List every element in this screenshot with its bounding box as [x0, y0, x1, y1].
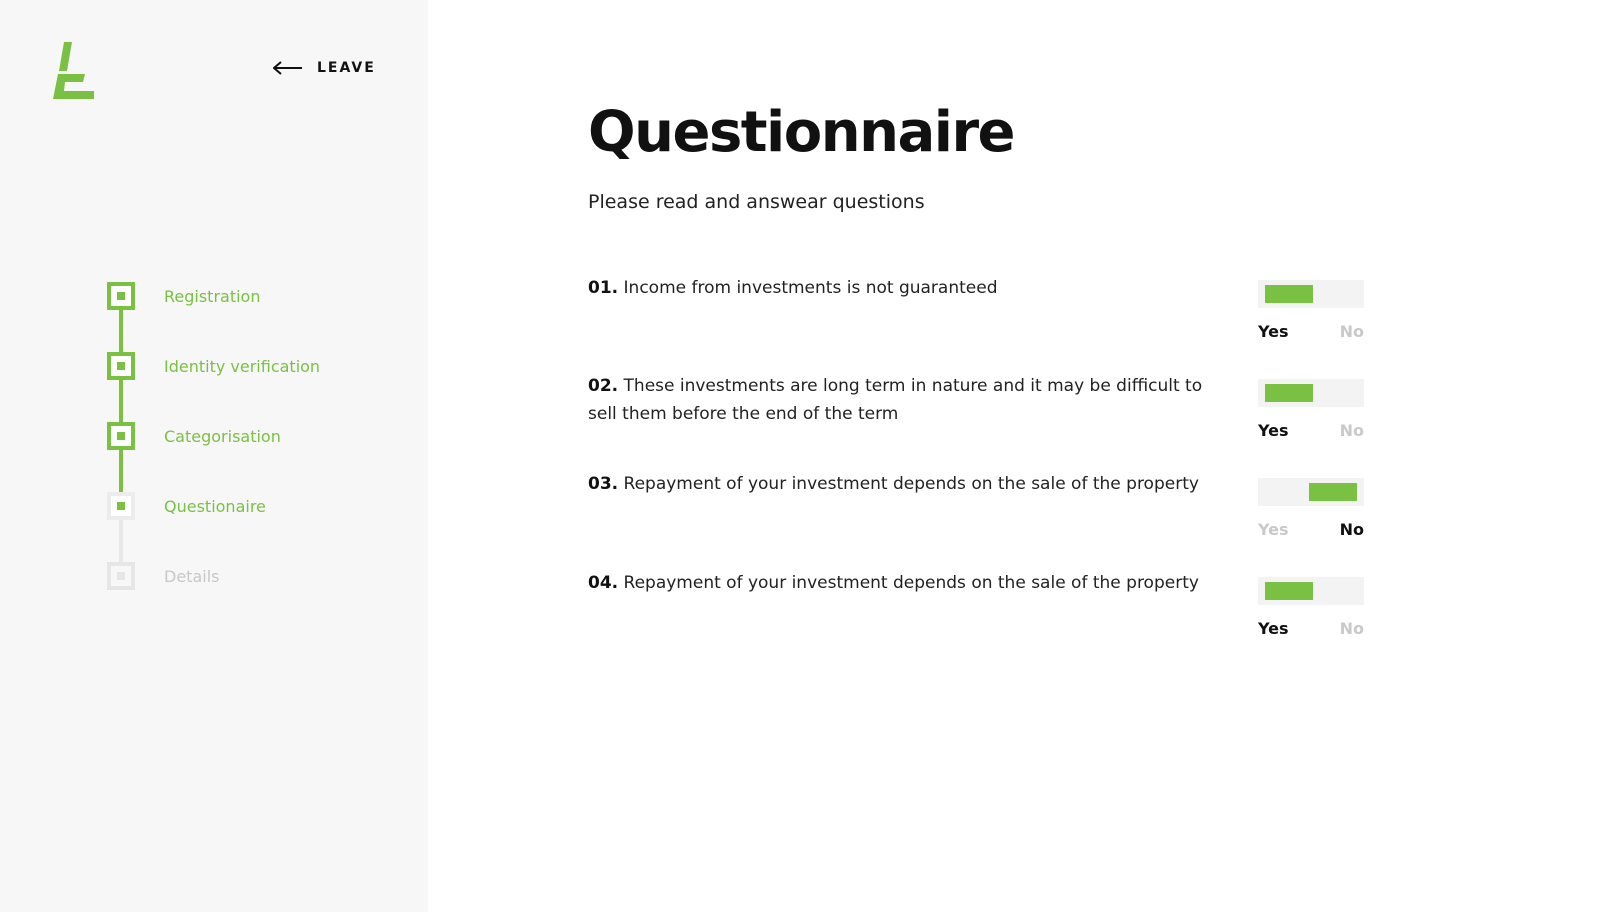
step-label: Questionaire — [164, 497, 266, 516]
question-number: 04. — [588, 573, 619, 593]
no-option[interactable]: No — [1339, 520, 1364, 539]
step-categorisation[interactable] — [107, 422, 281, 450]
yes-option[interactable]: Yes — [1258, 520, 1289, 539]
leave-label: LEAVE — [317, 60, 376, 76]
step-label: Categorisation — [164, 427, 281, 446]
leave-button[interactable] — [273, 60, 376, 76]
sidebar — [0, 0, 428, 912]
question-text — [588, 372, 1208, 428]
yes-no-toggle — [1258, 280, 1364, 341]
step-label: Identity verification — [164, 357, 321, 376]
toggle-knob — [1309, 483, 1357, 501]
brand-logo — [52, 42, 96, 100]
question-text — [588, 274, 1208, 302]
question-body: These investments are long term in nature and it may be difficult to sell them before the end of the term — [588, 376, 1203, 424]
yes-option[interactable]: Yes — [1258, 421, 1289, 440]
arrow-left-icon — [273, 61, 303, 75]
question-body: Repayment of your investment depends on the sale of the property — [623, 573, 1199, 593]
step-label: Details — [164, 567, 220, 586]
yes-no-toggle — [1258, 577, 1364, 638]
toggle-knob — [1265, 285, 1313, 303]
page-title: Questionnaire — [588, 100, 1015, 165]
step-marker-completed — [107, 422, 135, 450]
step-marker-completed — [107, 282, 135, 310]
question-text — [588, 470, 1208, 498]
step-marker-completed — [107, 352, 135, 380]
question-body: Income from investments is not guaranteed — [623, 278, 998, 298]
no-option[interactable]: No — [1339, 421, 1364, 440]
page-subtitle: Please read and answear questions — [588, 191, 925, 213]
question-number: 01. — [588, 278, 619, 298]
question-number: 02. — [588, 376, 619, 396]
toggle-knob — [1265, 582, 1313, 600]
step-marker-upcoming — [107, 562, 135, 590]
no-option[interactable]: No — [1339, 322, 1364, 341]
toggle-knob — [1265, 384, 1313, 402]
toggle-track[interactable] — [1258, 478, 1364, 506]
question-body: Repayment of your investment depends on the sale of the property — [623, 474, 1199, 494]
toggle-track[interactable] — [1258, 280, 1364, 308]
question-text — [588, 569, 1208, 597]
step-registration[interactable] — [107, 282, 261, 310]
step-label: Registration — [164, 287, 261, 306]
question-number: 03. — [588, 474, 619, 494]
step-questionaire[interactable] — [107, 492, 266, 520]
step-details[interactable] — [107, 562, 220, 590]
yes-option[interactable]: Yes — [1258, 619, 1289, 638]
yes-no-toggle — [1258, 379, 1364, 440]
yes-option[interactable]: Yes — [1258, 322, 1289, 341]
no-option[interactable]: No — [1339, 619, 1364, 638]
step-marker-current — [107, 492, 135, 520]
toggle-track[interactable] — [1258, 577, 1364, 605]
toggle-track[interactable] — [1258, 379, 1364, 407]
yes-no-toggle — [1258, 478, 1364, 539]
step-identity-verification[interactable] — [107, 352, 321, 380]
